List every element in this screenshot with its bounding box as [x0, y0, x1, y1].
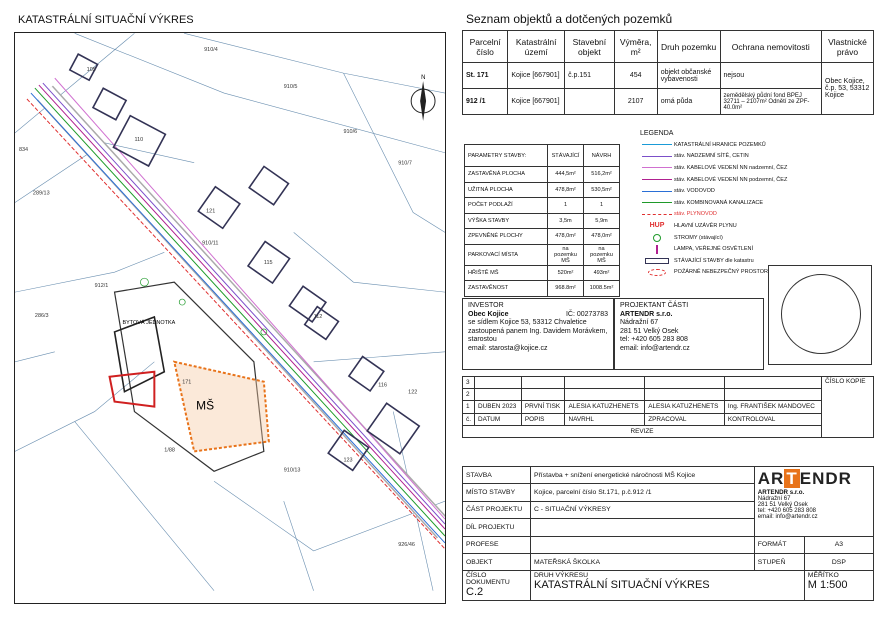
parcel-number: 834	[18, 146, 29, 153]
params-cell: VÝŠKA STAVBY	[465, 213, 548, 229]
legend-item	[640, 151, 876, 163]
legend-label: stáv. VODOVOD	[674, 188, 715, 195]
legend-item	[640, 162, 876, 174]
designer-line: Nádražní 67	[620, 319, 659, 327]
tree-icon	[640, 233, 674, 243]
params-cell: 493m²	[584, 265, 620, 281]
revision-cell	[565, 377, 645, 389]
lamp-icon	[640, 244, 674, 254]
parcel-number: 112	[313, 314, 323, 320]
table-row	[465, 281, 620, 297]
params-cell: 1	[548, 198, 584, 214]
druh-cell	[531, 571, 805, 601]
table-row	[463, 63, 874, 89]
params-cell: 516,2m²	[584, 167, 620, 183]
revision-cell	[475, 389, 522, 401]
druh-label: DRUH VÝKRESU	[534, 572, 589, 580]
building-label: BYTOVÁ JEDNOTKA	[122, 319, 176, 326]
col-header: Katastrální území	[508, 31, 565, 63]
cell: 912 /1	[463, 89, 508, 115]
meritko-label: MĚŘÍTKO	[807, 572, 839, 580]
revision-cell: ALESIA KATUZHENETS	[645, 401, 725, 413]
copy-number-cell: ČÍSLO KOPIE	[822, 377, 874, 438]
params-cell: na pozemku MŠ	[584, 244, 620, 265]
revision-header	[463, 413, 874, 425]
cadastral-map[interactable]	[14, 32, 446, 604]
table-row	[463, 377, 874, 389]
revision-cell	[475, 377, 522, 389]
revision-cell: 1	[463, 401, 475, 413]
designer-name: ARTENDR s.r.o.	[620, 310, 673, 318]
cell: orná půda	[657, 89, 720, 115]
investor-name: Obec Kojice	[468, 310, 509, 318]
legend-item	[640, 197, 876, 209]
legend-label: POŽÁRNĚ NEBEZPEČNÝ PROSTOR	[674, 269, 769, 276]
road	[45, 93, 445, 531]
revision-cell	[724, 389, 821, 401]
format-label: FORMÁT	[754, 536, 804, 553]
legend-label: stáv. PLYNOVOD	[674, 211, 717, 218]
format-value: A3	[804, 536, 873, 553]
profese-label: PROFESE	[463, 536, 531, 553]
ms-label: MŠ	[196, 398, 215, 413]
list-title: Seznam objektů a dotčených pozemků	[466, 12, 673, 26]
revision-cell	[724, 377, 821, 389]
line-symbol-icon	[640, 209, 674, 219]
stavba-value: Přístavba + snížení energetické náročnosti MŠ Kojice	[531, 467, 755, 484]
parcel-number: 910/7	[398, 160, 412, 167]
objekt-value: MATEŘSKÁ ŠKOLKA	[531, 553, 755, 570]
owner-cell: Obec Kojice, č.p. 53, 53312 Kojice	[822, 63, 874, 115]
revision-cell	[521, 377, 565, 389]
objects-table-header	[463, 31, 874, 63]
table-row	[463, 89, 874, 115]
parcel-number: 121	[206, 208, 216, 215]
parcel-number: 910/5	[283, 84, 298, 91]
revision-cell: PRVNÍ TISK	[521, 401, 565, 413]
params-cell: HŘIŠTĚ MŠ	[465, 265, 548, 281]
investor-box	[462, 298, 614, 370]
title-block	[462, 466, 874, 601]
map-svg	[15, 33, 445, 603]
parcel-number: 910/11	[202, 240, 219, 247]
parcel-number: 110	[134, 136, 144, 143]
misto-label: MÍSTO STAVBY	[463, 484, 531, 501]
svg-text:N: N	[421, 75, 426, 82]
cislo-value: C.2	[466, 586, 484, 599]
cislo-cell	[463, 571, 531, 601]
params-cell: 1008.5m²	[584, 281, 620, 297]
params-cell: 968.8m²	[548, 281, 584, 297]
revision-cell: 2	[463, 389, 475, 401]
cast-value: C - SITUAČNÍ VÝKRESY	[531, 501, 755, 518]
params-header-cell: STÁVAJÍCÍ	[548, 145, 584, 167]
stamp-circle	[781, 274, 861, 354]
table-row	[465, 244, 620, 265]
line-symbol-icon	[640, 186, 674, 196]
params-header	[465, 145, 620, 167]
stamp-circle-box	[768, 265, 872, 365]
params-cell: ZASTAVĚNÁ PLOCHA	[465, 167, 548, 183]
stupen-value: DSP	[804, 553, 873, 570]
cell: objekt občanské vybavenosti	[657, 63, 720, 89]
params-cell: 478,0m²	[548, 229, 584, 245]
revision-cell: ALESIA KATUZHENETS	[565, 401, 645, 413]
revision-header-cell: DATUM	[475, 413, 522, 425]
north-arrow-icon	[411, 75, 435, 121]
legend-title: LEGENDA	[640, 130, 674, 137]
legend-label: stáv. KOMBINOVANÁ KANALIZACE	[674, 199, 764, 206]
page-title: KATASTRÁLNÍ SITUAČNÍ VÝKRES	[18, 14, 194, 26]
cell: zemědělský půdní fond BPEJ 32711 – 2107m² Odnětí ze ZPF- 40.0m²	[720, 89, 822, 115]
company-line: tel: +420 605 283 808	[757, 508, 816, 514]
legend	[640, 130, 876, 278]
params-cell: na pozemku MŠ	[548, 244, 584, 265]
parcel-number: 1/88	[164, 447, 175, 454]
company-stamp	[754, 467, 873, 537]
company-line: email: info@artendr.cz	[757, 514, 818, 520]
params-cell: 478,8m²	[548, 182, 584, 198]
col-header: Stavební objekt	[565, 31, 615, 63]
cell: Kojice [667901]	[508, 63, 565, 89]
objekt-label: OBJEKT	[463, 553, 531, 570]
fire-zone-icon	[640, 267, 674, 277]
table-row	[465, 198, 620, 214]
revision-header-cell: č.	[463, 413, 475, 425]
investor-heading: INVESTOR	[468, 302, 504, 309]
designer-email[interactable]: email: info@artendr.cz	[620, 344, 690, 352]
table-row	[465, 213, 620, 229]
revision-header-cell: POPIS	[521, 413, 565, 425]
cell: Kojice [667901]	[508, 89, 565, 115]
parcel-number: 105	[86, 67, 96, 74]
col-header: Ochrana nemovitosti	[720, 31, 822, 63]
revision-header-cell: ZPRACOVAL	[645, 413, 725, 425]
stupen-label: STUPEŇ	[754, 553, 804, 570]
revision-footer: REVIZE	[463, 425, 822, 437]
legend-item	[640, 243, 876, 255]
legend-item	[640, 185, 876, 197]
dil-label: DÍL PROJEKTU	[463, 519, 531, 536]
objects-table	[462, 30, 874, 115]
gas-valve-icon: HUP	[649, 222, 665, 230]
legend-item	[640, 209, 876, 221]
parcel-number: 910/4	[204, 47, 218, 54]
col-header: Parcelní číslo	[463, 31, 508, 63]
parcel-number: 122	[408, 389, 418, 396]
designer-line: tel: +420 605 283 808	[620, 336, 688, 344]
params-cell: ZASTAVĚNOST	[465, 281, 548, 297]
legend-item	[640, 139, 876, 151]
druh-value: KATASTRÁLNÍ SITUAČNÍ VÝKRES	[534, 579, 710, 592]
investor-ico: IČ: 00273783	[565, 310, 608, 318]
designer-box	[614, 298, 764, 370]
params-cell: PARKOVACÍ MÍSTA	[465, 244, 548, 265]
legend-label: HLAVNÍ UZÁVĚR PLYNU	[674, 222, 737, 229]
investor-email[interactable]: email: starosta@kojice.cz	[468, 344, 548, 352]
params-table	[464, 144, 620, 297]
cell	[565, 89, 615, 115]
col-header: Výměra, m²	[614, 31, 657, 63]
investor-line: zastoupená panem Ing. Davidem Morávkem,	[468, 327, 608, 335]
table-row	[465, 265, 620, 281]
company-line: 281 51 Velký Osek	[757, 502, 808, 508]
revisions-table	[462, 376, 874, 438]
parcel-number: 289/13	[32, 190, 50, 197]
profese-value	[531, 536, 755, 553]
revision-cell	[645, 389, 725, 401]
params-cell: 3,5m	[548, 213, 584, 229]
parcel-number: 116	[378, 382, 388, 389]
parcel-number: 115	[263, 260, 273, 267]
meritko-cell	[804, 571, 873, 601]
cell: 2107	[614, 89, 657, 115]
params-header-cell: NÁVRH	[584, 145, 620, 167]
params-cell: POČET PODLAŽÍ	[465, 198, 548, 214]
investor-line: se sídlem Kojice 53, 53312 Chvaletice	[468, 319, 587, 327]
revision-header-cell: NAVRHL	[565, 413, 645, 425]
line-symbol-icon	[640, 198, 674, 208]
legend-item	[640, 174, 876, 186]
line-symbol-icon	[640, 140, 674, 150]
cislo-label: ČÍSLO DOKUMENTU	[466, 572, 510, 587]
company-name: ARTENDR s.r.o.	[757, 489, 805, 496]
params-cell: 1	[584, 198, 620, 214]
cell: nejsou	[720, 63, 822, 89]
company-line: Nádražní 67	[757, 496, 791, 502]
col-header: Druh pozemku	[657, 31, 720, 63]
legend-label: stáv. NADZEMNÍ SÍTĚ, CETIN	[674, 153, 749, 160]
line-symbol-icon	[640, 163, 674, 173]
table-row	[465, 167, 620, 183]
revision-header-cell: KONTROLOVAL	[724, 413, 821, 425]
table-row	[463, 389, 874, 401]
legend-label: STÁVAJÍCÍ STAVBY dle katastru	[674, 257, 754, 264]
params-header-cell: PARAMETRY STAVBY:	[465, 145, 548, 167]
revision-cell	[565, 389, 645, 401]
params-cell: ZPEVNĚNÉ PLOCHY	[465, 229, 548, 245]
company-logo: AR T ENDR	[757, 469, 852, 488]
revision-cell: DUBEN 2023	[475, 401, 522, 413]
parcel-number: 926/46	[398, 541, 415, 548]
line-symbol-icon	[640, 175, 674, 185]
params-cell: 478,0m²	[584, 229, 620, 245]
misto-value: Kojice, parcelní číslo St.171, p.č.912 /1	[531, 484, 755, 501]
parcel-number: 171	[182, 379, 192, 386]
params-cell: 444,5m²	[548, 167, 584, 183]
params-cell: 5,9m	[584, 213, 620, 229]
cell: č.p.151	[565, 63, 615, 89]
legend-label: stáv. KABELOVÉ VEDENÍ NN podzemní, ČEZ	[674, 176, 788, 183]
parcel-number: 912/1	[94, 283, 109, 290]
parcel-number: 910/6	[343, 128, 358, 135]
params-cell: 530,5m²	[584, 182, 620, 198]
designer-heading: PROJEKTANT ČÁSTI	[620, 302, 689, 309]
revision-cell	[645, 377, 725, 389]
parcel-number: 123	[343, 457, 353, 464]
revision-cell: Ing. FRANTIŠEK MANDOVEC	[724, 401, 821, 413]
dil-value	[531, 519, 755, 536]
params-cell: 520m²	[548, 265, 584, 281]
legend-label: LAMPA, VEŘEJNÉ OSVĚTLENÍ	[674, 246, 754, 253]
revision-cell	[521, 389, 565, 401]
legend-label: stáv. KABELOVÉ VEDENÍ NN nadzemní, ČEZ	[674, 164, 788, 171]
building-icon	[640, 256, 674, 266]
cell: 454	[614, 63, 657, 89]
cell: St. 171	[463, 63, 508, 89]
parcel-number: 910/13	[283, 467, 301, 474]
table-row	[465, 229, 620, 245]
table-row	[465, 182, 620, 198]
legend-label: KATASTRÁLNÍ HRANICE POZEMKŮ	[674, 141, 766, 148]
meritko-value: M 1:500	[807, 579, 848, 592]
col-header: Vlastnické právo	[822, 31, 874, 63]
params-cell: UŽITNÁ PLOCHA	[465, 182, 548, 198]
investor-line: starostou	[468, 336, 497, 344]
legend-label: STROMY (stávající)	[674, 234, 723, 241]
parcel-number: 286/3	[34, 313, 49, 320]
legend-item	[640, 220, 876, 232]
legend-item	[640, 232, 876, 244]
designer-line: 281 51 Velký Osek	[620, 327, 679, 335]
stavba-label: STAVBA	[463, 467, 531, 484]
revision-cell: 3	[463, 377, 475, 389]
table-row	[463, 401, 874, 413]
line-symbol-icon	[640, 151, 674, 161]
cast-label: ČÁST PROJEKTU	[463, 501, 531, 518]
